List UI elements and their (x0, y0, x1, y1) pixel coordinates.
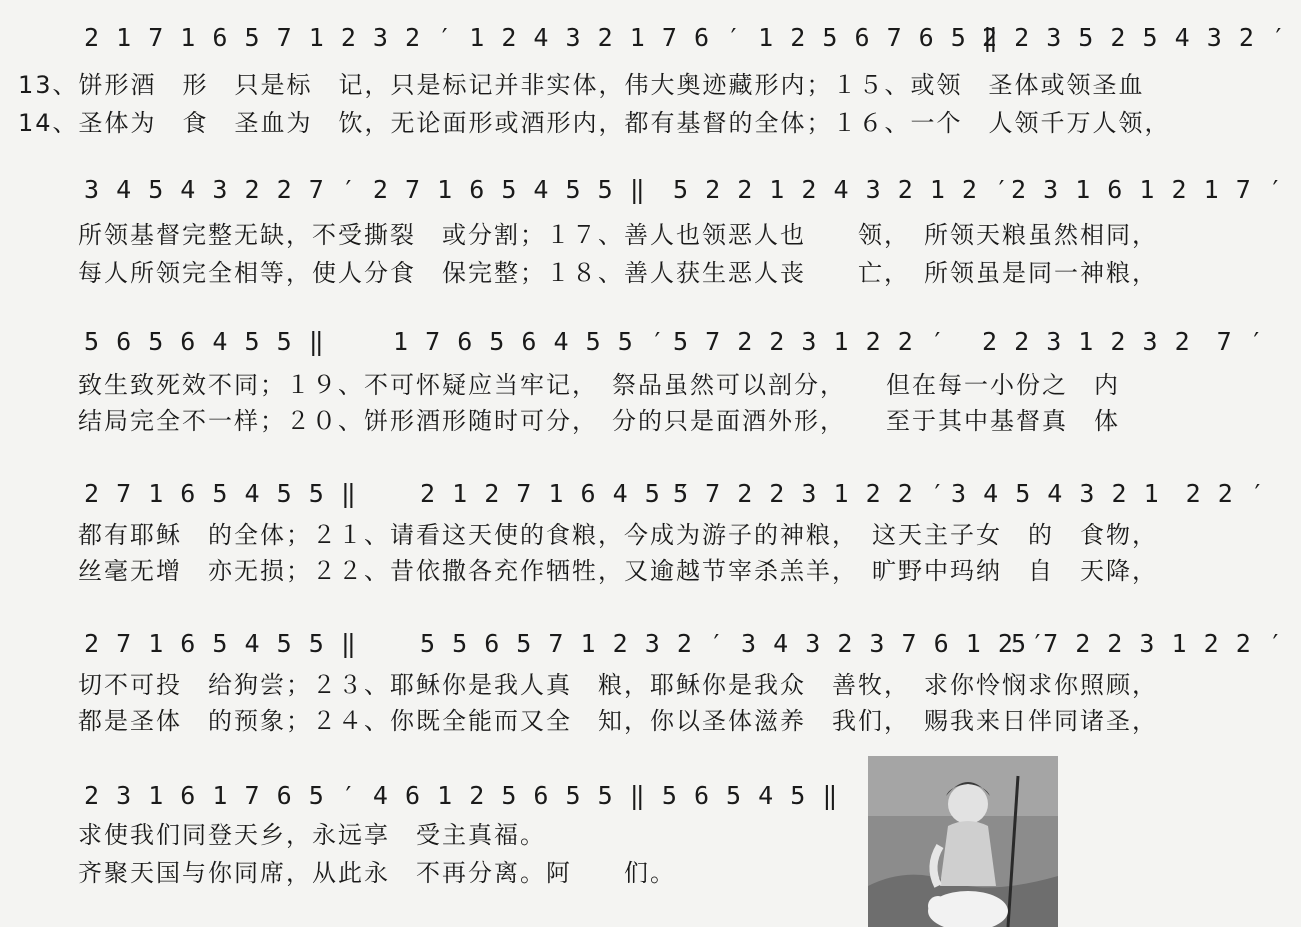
notation-line: 5 2 2 1 2 4 3 2 1 2 ′ (673, 175, 1011, 204)
lyric-line: 求使我们同登天乡，永远享 受主真福。 (78, 821, 546, 849)
notation-line: 5 7 2 2 3 1 2 2 ′ (1011, 629, 1284, 658)
child-with-lamb-illustration (868, 756, 1058, 927)
lyric-line: 都有耶稣 的全体；２１、请看这天使的食粮，今成为游子的神粮， 这天主子女 的 食物， (78, 521, 1158, 549)
lyric-line: 13、饼形酒 形 只是标 记，只是标记并非实体，伟大奥迹藏形内；１５、或领 圣体或领圣血 (18, 71, 1145, 99)
lyric-line: 所领基督完整无缺，不受撕裂 或分割；１７、善人也领恶人也 领， 所领天粮虽然相同， (78, 221, 1158, 249)
lyric-line: 都是圣体 的预象；２４、你既全能而又全 知，你以圣体滋养 我们， 赐我来日伴同诸圣， (78, 707, 1158, 735)
lyric-line: 丝毫无增 亦无损；２２、昔依撒各充作牺牲，又逾越节宰杀羔羊， 旷野中玛纳 自 天降， (78, 557, 1158, 585)
notation-line: 3 4 5 4 3 2 1 2 2 ′ (951, 479, 1266, 508)
notation-line: 5 5 6 5 7 1 2 3 2 ′ 3 4 3 2 3 7 6 1 2 ′ (420, 629, 1046, 658)
notation-line: 5 6 5 6 4 5 5 ‖ (84, 327, 325, 356)
notation-line: 2 2 3 1 2 3 2 7 ′ (982, 327, 1265, 356)
lyric-line: 每人所领完全相等，使人分食 保完整；１８、善人获生恶人丧 亡， 所领虽是同一神粮， (78, 259, 1158, 287)
notation-line: 2 7 1 6 5 4 5 5 ‖ (84, 479, 357, 508)
notation-line: 2 2 3 5 2 5 4 3 2 ′ (982, 23, 1287, 52)
lyric-line: 致生致死效不同；１９、不可怀疑应当牢记， 祭品虽然可以剖分， 但在每一小份之 内 (78, 371, 1120, 399)
lyric-line: 切不可投 给狗尝；２３、耶稣你是我人真 粮，耶稣你是我众 善牧， 求你怜悯求你照顾， (78, 671, 1158, 699)
notation-line: 5 7 2 2 3 1 2 2 ′ (673, 327, 946, 356)
notation-line: 1 7 6 5 6 4 5 5 ′ (393, 327, 666, 356)
lyric-line: 14、圣体为 食 圣血为 饮，无论面形或酒形内，都有基督的全体；１６、一个 人领千万人领， (18, 109, 1171, 137)
notation-line: 2 1 7 1 6 5 7 1 2 3 2 ′ 1 2 4 3 2 1 7 6 ′ 1 2 5 6 7 6 5 ‖ (84, 23, 999, 52)
notation-line: 2 1 2 7 1 6 4 5 ′ (420, 479, 693, 508)
notation-line: 5 7 2 2 3 1 2 2 ′ (673, 479, 946, 508)
notation-line: 2 7 1 6 5 4 5 5 ‖ (84, 629, 357, 658)
lyric-line: 齐聚天国与你同席，从此永 不再分离。阿 们。 (78, 859, 676, 887)
lyric-line: 结局完全不一样；２０、饼形酒形随时可分， 分的只是面酒外形， 至于其中基督真 体 (78, 407, 1120, 435)
notation-line: 2 3 1 6 1 7 6 5 ′ 4 6 1 2 5 6 5 5 ‖ 5 6 5 4 5 ‖ (84, 781, 839, 810)
notation-line: 2 3 1 6 1 2 1 7 ′ (1011, 175, 1284, 204)
illustration-graphic (868, 756, 1058, 927)
notation-line: 3 4 5 4 3 2 2 7 ′ 2 7 1 6 5 4 5 5 ‖ (84, 175, 646, 204)
